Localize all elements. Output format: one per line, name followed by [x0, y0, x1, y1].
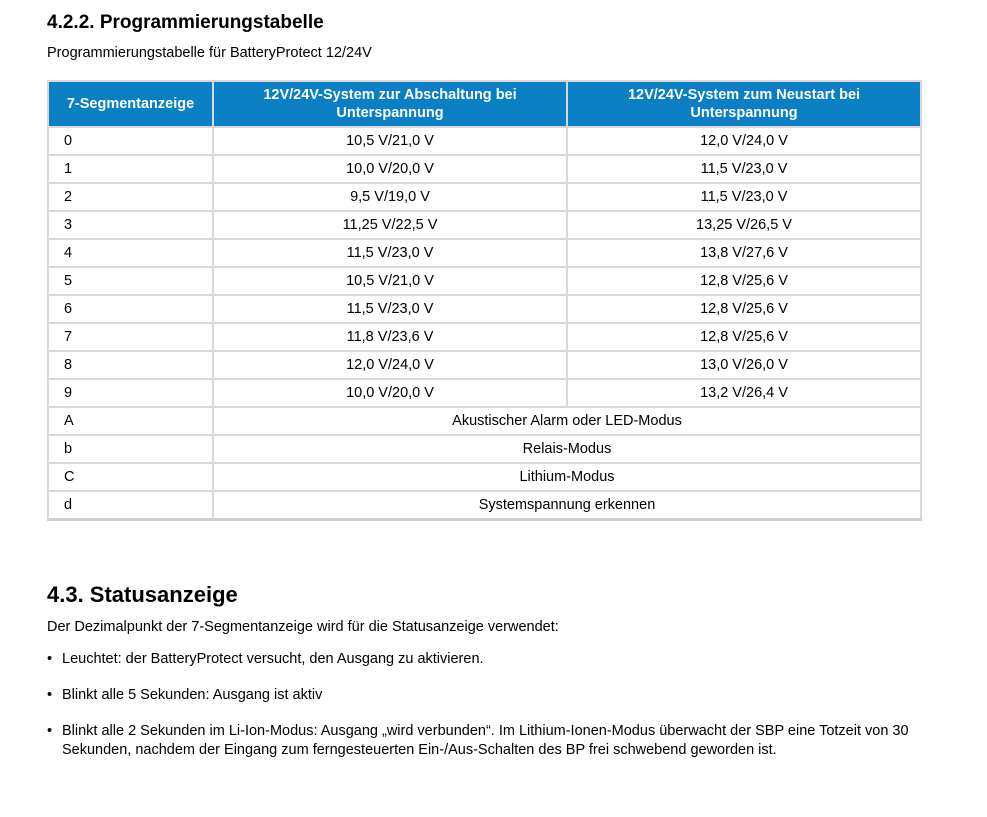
status-intro: Der Dezimalpunkt der 7-Segmentanzeige wird für die Statusanzeige verwendet: — [47, 619, 559, 635]
shutdown-voltage: 12,0 V/24,0 V — [213, 351, 567, 379]
programming-table — [47, 80, 922, 521]
table-row — [48, 211, 921, 239]
restart-voltage: 11,5 V/23,0 V — [567, 183, 921, 211]
restart-voltage: 13,25 V/26,5 V — [567, 211, 921, 239]
segment-code: 1 — [48, 155, 213, 183]
table-row — [48, 323, 921, 351]
segment-code: 8 — [48, 351, 213, 379]
segment-code: 2 — [48, 183, 213, 211]
section-heading-programming-table: 4.2.2. Programmierungstabelle — [47, 12, 324, 33]
bullet-icon: • — [47, 651, 53, 667]
bullet-icon: • — [47, 687, 53, 703]
bullet-icon: • — [47, 723, 53, 739]
table-row — [48, 295, 921, 323]
mode-description: Akustischer Alarm oder LED-Modus — [213, 407, 921, 435]
segment-code: 3 — [48, 211, 213, 239]
list-item-text: Blinkt alle 2 Sekunden im Li-Ion-Modus: Ausgang „wird verbunden“. Im Lithium-Ionen-Modus überwacht der SBP eine Totzeit von 30 Sekunden, nachdem der Eingang zum ferngesteuerten Ein-/Aus-Schalten des BP frei schwebend geworden ist. — [62, 723, 909, 758]
restart-voltage: 13,2 V/26,4 V — [567, 379, 921, 407]
shutdown-voltage: 11,5 V/23,0 V — [213, 239, 567, 267]
section-heading-status: 4.3. Statusanzeige — [47, 582, 238, 607]
restart-voltage: 12,0 V/24,0 V — [567, 127, 921, 155]
segment-code: 6 — [48, 295, 213, 323]
table-row-mode — [48, 491, 921, 520]
list-item-text: Blinkt alle 5 Sekunden: Ausgang ist aktiv — [62, 687, 323, 703]
shutdown-voltage: 10,5 V/21,0 V — [213, 267, 567, 295]
restart-voltage: 12,8 V/25,6 V — [567, 267, 921, 295]
restart-voltage: 11,5 V/23,0 V — [567, 155, 921, 183]
segment-code: C — [48, 463, 213, 491]
table-row — [48, 183, 921, 211]
segment-code: 7 — [48, 323, 213, 351]
list-item — [47, 722, 917, 760]
table-row — [48, 351, 921, 379]
table-caption: Programmierungstabelle für BatteryProtect 12/24V — [47, 45, 372, 61]
table-row — [48, 239, 921, 267]
restart-voltage: 13,8 V/27,6 V — [567, 239, 921, 267]
table-row — [48, 379, 921, 407]
shutdown-voltage: 10,0 V/20,0 V — [213, 155, 567, 183]
table-row — [48, 267, 921, 295]
table-header-row — [48, 81, 921, 127]
list-item-text: Leuchtet: der BatteryProtect versucht, den Ausgang zu aktivieren. — [62, 651, 484, 667]
status-list — [47, 650, 917, 760]
segment-code: A — [48, 407, 213, 435]
table-row — [48, 127, 921, 155]
restart-voltage: 12,8 V/25,6 V — [567, 323, 921, 351]
list-item — [47, 686, 917, 705]
header-segment-display: 7-Segmentanzeige — [48, 81, 213, 127]
table-row-mode — [48, 435, 921, 463]
segment-code: 9 — [48, 379, 213, 407]
shutdown-voltage: 11,8 V/23,6 V — [213, 323, 567, 351]
segment-code: 4 — [48, 239, 213, 267]
segment-code: b — [48, 435, 213, 463]
shutdown-voltage: 11,25 V/22,5 V — [213, 211, 567, 239]
mode-description: Relais-Modus — [213, 435, 921, 463]
header-restart-voltage: 12V/24V-System zum Neustart bei Unterspannung — [567, 81, 921, 127]
shutdown-voltage: 10,5 V/21,0 V — [213, 127, 567, 155]
restart-voltage: 12,8 V/25,6 V — [567, 295, 921, 323]
shutdown-voltage: 11,5 V/23,0 V — [213, 295, 567, 323]
header-shutdown-voltage: 12V/24V-System zur Abschaltung bei Unterspannung — [213, 81, 567, 127]
table-row — [48, 155, 921, 183]
shutdown-voltage: 10,0 V/20,0 V — [213, 379, 567, 407]
segment-code: 0 — [48, 127, 213, 155]
segment-code: 5 — [48, 267, 213, 295]
segment-code: d — [48, 491, 213, 520]
mode-description: Systemspannung erkennen — [213, 491, 921, 520]
list-item — [47, 650, 917, 669]
mode-description: Lithium-Modus — [213, 463, 921, 491]
table-row-mode — [48, 463, 921, 491]
table-row-mode — [48, 407, 921, 435]
restart-voltage: 13,0 V/26,0 V — [567, 351, 921, 379]
shutdown-voltage: 9,5 V/19,0 V — [213, 183, 567, 211]
